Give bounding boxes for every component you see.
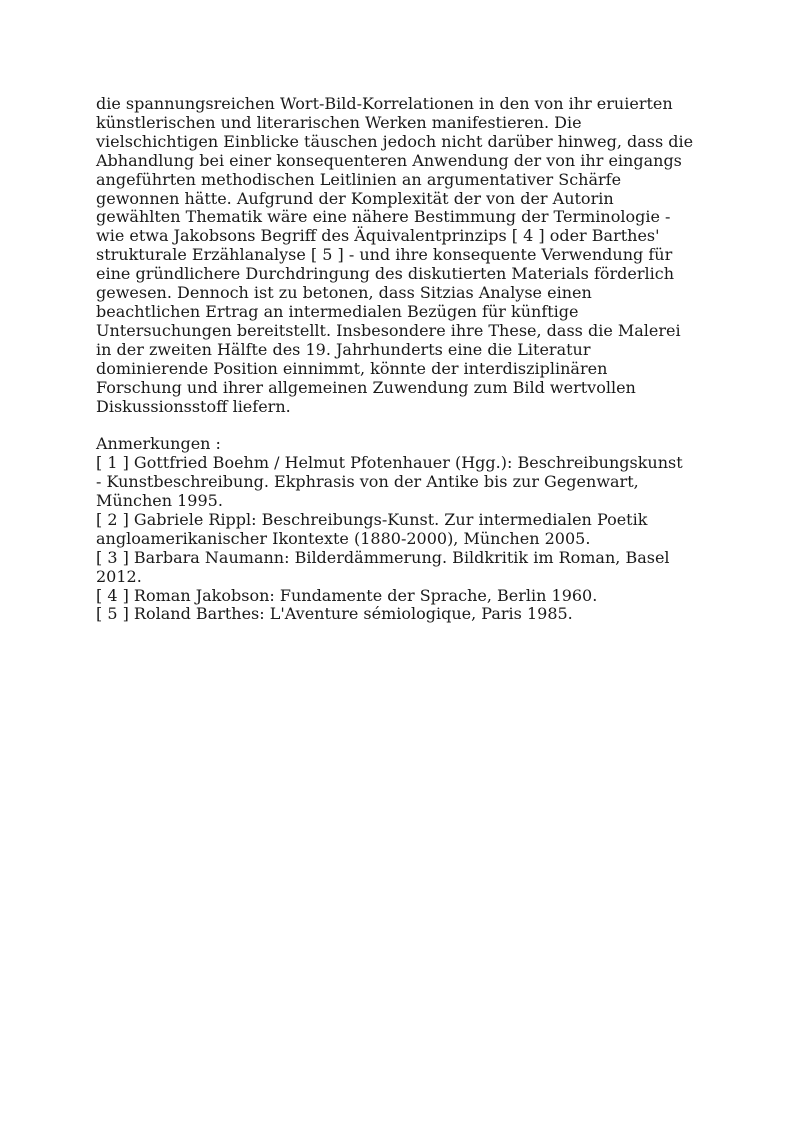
footnote-line: [ 2 ] Gabriele Rippl: Beschreibungs-Kunst. Zur intermedialen Poetik — [96, 509, 648, 529]
body-line: vielschichtigen Einblicke täuschen jedoch nicht darüber hinweg, dass die — [96, 131, 694, 151]
body-line: künstlerischen und literarischen Werken manifestieren. Die — [96, 112, 582, 132]
footnote-line: München 1995. — [96, 491, 223, 511]
body-line: Diskussionsstoff liefern. — [96, 396, 291, 416]
body-line: angeführten methodischen Leitlinien an argumentativer Schärfe — [96, 169, 622, 189]
body-line: die spannungsreichen Wort-Bild-Korrelationen in den von ihr eruierten — [96, 94, 673, 113]
footnote-line: 2012. — [96, 566, 142, 586]
body-line: Forschung und ihrer allgemeinen Zuwendung zum Bild wertvollen — [96, 377, 636, 397]
body-line: in der zweiten Hälfte des 19. Jahrhunderts eine die Literatur — [96, 339, 591, 359]
body-line: gewesen. Dennoch ist zu betonen, dass Sitzias Analyse einen — [96, 283, 592, 303]
footnote-line: angloamerikanischer Ikontexte (1880-2000), München 2005. — [96, 528, 591, 548]
document-page — [96, 95, 706, 624]
body-paragraph — [96, 95, 706, 416]
body-line: gewonnen hätte. Aufgrund der Komplexität der von der Autorin — [96, 188, 614, 208]
footnotes-section — [96, 435, 706, 624]
footnote-line: [ 1 ] Gottfried Boehm / Helmut Pfotenhauer (Hgg.): Beschreibungskunst — [96, 453, 683, 473]
footnote-line: - Kunstbeschreibung. Ekphrasis von der Antike bis zur Gegenwart, — [96, 472, 639, 492]
body-line: Abhandlung bei einer konsequenteren Anwendung der von ihr eingangs — [96, 150, 682, 170]
body-line: strukturale Erzählanalyse [ 5 ] - und ihre konsequente Verwendung für — [96, 245, 673, 265]
body-line: eine gründlichere Durchdringung des diskutierten Materials förderlich — [96, 264, 675, 284]
footnotes-heading: Anmerkungen : — [96, 434, 221, 454]
body-line: beachtlichen Ertrag an intermedialen Bezügen für künftige — [96, 301, 579, 321]
body-line: Untersuchungen bereitstellt. Insbesondere ihre These, dass die Malerei — [96, 320, 681, 340]
footnote-line: [ 3 ] Barbara Naumann: Bilderdämmerung. Bildkritik im Roman, Basel — [96, 547, 670, 567]
paragraph-spacer — [96, 416, 706, 435]
body-line: wie etwa Jakobsons Begriff des Äquivalentprinzips [ 4 ] oder Barthes' — [96, 226, 660, 246]
footnote-line: [ 4 ] Roman Jakobson: Fundamente der Sprache, Berlin 1960. — [96, 585, 598, 605]
body-line: dominierende Position einnimmt, könnte der interdisziplinären — [96, 358, 608, 378]
footnote-line: [ 5 ] Roland Barthes: L'Aventure sémiologique, Paris 1985. — [96, 604, 573, 624]
body-line: gewählten Thematik wäre eine nähere Bestimmung der Terminologie - — [96, 207, 671, 227]
